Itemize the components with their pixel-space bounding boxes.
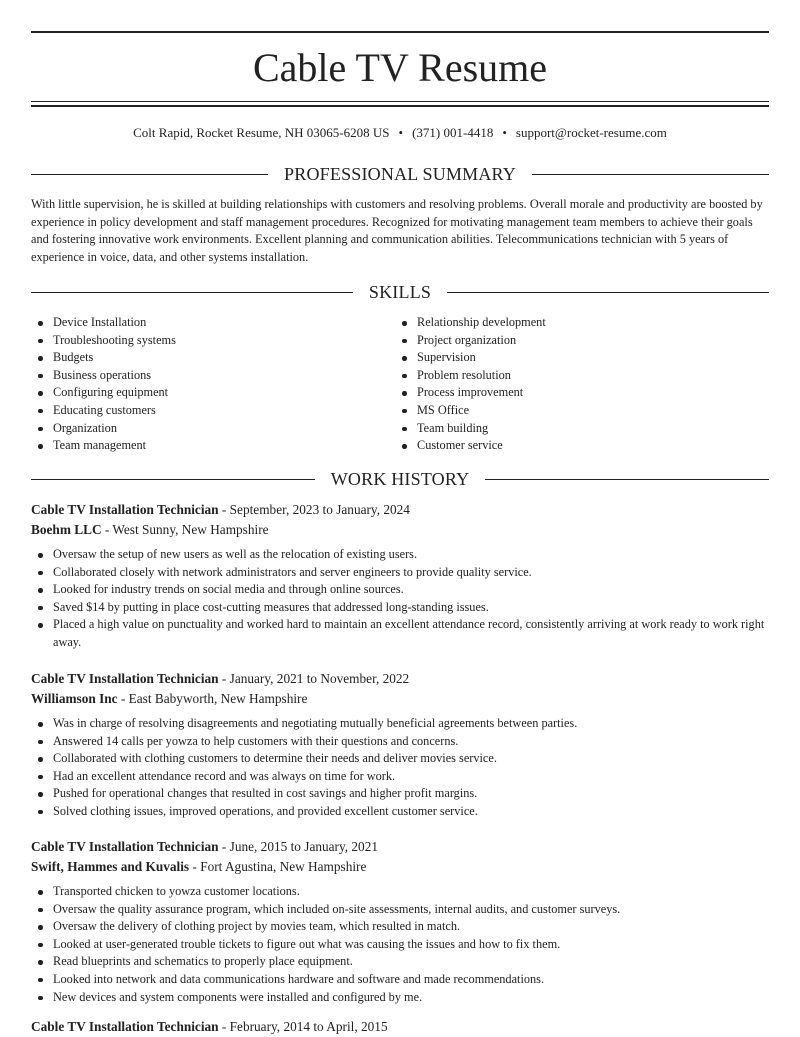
job-bullet: Collaborated closely with network administrators and server engineers to provide quality service. (31, 564, 769, 582)
skill-item: Budgets (31, 349, 371, 367)
job-bullet: Collaborated with clothing customers to determine their needs and deliver movies service. (31, 750, 769, 768)
work-heading-label: WORK HISTORY (330, 469, 470, 489)
skill-item: Organization (31, 420, 371, 438)
skill-item: Customer service (395, 437, 735, 455)
skill-item: Supervision (395, 349, 735, 367)
contact-line (31, 124, 769, 142)
job-bullet: Was in charge of resolving disagreements and negotiating mutually beneficial agreements between parties. (31, 715, 769, 733)
heading-rule-right (485, 479, 769, 480)
heading-rule-right (447, 292, 769, 293)
contact-email[interactable]: support@rocket-resume.com (515, 125, 667, 140)
skills-list-right (395, 314, 735, 455)
job-company: Boehm LLC (31, 522, 102, 537)
job-bullet: Transported chicken to yowza customer locations. (31, 883, 769, 901)
job-title-line: Cable TV Installation Technician - June, 2015 to January, 2021 (31, 839, 378, 854)
job-bullet: Answered 14 calls per yowza to help customers with their questions and concerns. (31, 733, 769, 751)
skill-item: Configuring equipment (31, 384, 371, 402)
contact-separator: • (398, 125, 404, 140)
resume-title: Cable TV Resume (252, 45, 548, 90)
skill-item: Business operations (31, 367, 371, 385)
job-bullet: Oversaw the quality assurance program, which included on-site assessments, internal audits, and customer surveys. (31, 901, 769, 919)
job-entry (31, 837, 769, 1006)
heading-rule-left (31, 292, 353, 293)
job-bullet: Had an excellent attendance record and was always on time for work. (31, 768, 769, 786)
skill-item: Troubleshooting systems (31, 332, 371, 350)
job-bullet: Solved clothing issues, improved operations, and provided excellent customer service. (31, 803, 769, 821)
skill-item: Problem resolution (395, 367, 735, 385)
job-bullet: Pushed for operational changes that resulted in cost savings and higher profit margins. (31, 785, 769, 803)
skills-heading-label: SKILLS (368, 282, 432, 302)
contact-phone[interactable]: (371) 001-4418 (412, 125, 494, 140)
job-location: East Babyworth, New Hampshire (128, 691, 308, 706)
job-bullet: Placed a high value on punctuality and worked hard to maintain an excellent attendance record, consistently arriving at work ready to work right away. (31, 616, 769, 651)
job-company: Williamson Inc (31, 691, 118, 706)
summary-heading (31, 163, 769, 185)
skills-list-left (31, 314, 371, 455)
job-bullets (31, 715, 769, 821)
contact-address: Colt Rapid, Rocket Resume, NH 03065-6208 US (133, 125, 390, 140)
job-bullets (31, 546, 769, 652)
job-title: Cable TV Installation Technician (31, 671, 219, 686)
work-heading (31, 468, 769, 490)
job-title: Cable TV Installation Technician (31, 1019, 219, 1034)
skill-item: Team building (395, 420, 735, 438)
job-bullet: Oversaw the delivery of clothing project by movies team, which resulted in match. (31, 918, 769, 936)
job-bullet: Saved $14 by putting in place cost-cutting measures that addressed long-standing issues. (31, 599, 769, 617)
heading-rule-left (31, 479, 315, 480)
job-company-line: Boehm LLC - West Sunny, New Hampshire (31, 522, 269, 537)
summary-heading-label: PROFESSIONAL SUMMARY (284, 164, 516, 184)
job-entry (31, 669, 769, 821)
job-title: Cable TV Installation Technician (31, 502, 219, 517)
job-title-line: Cable TV Installation Technician - September, 2023 to January, 2024 (31, 502, 410, 517)
job-dates: June, 2015 to January, 2021 (229, 839, 378, 854)
skill-item: Device Installation (31, 314, 371, 332)
top-rule (31, 31, 769, 33)
job-dates: February, 2014 to April, 2015 (229, 1019, 388, 1034)
job-dates: January, 2021 to November, 2022 (229, 671, 410, 686)
job-bullet: Looked into network and data communications hardware and software and made recommendations. (31, 971, 769, 989)
skills-heading (31, 281, 769, 303)
contact-separator: • (502, 125, 507, 140)
job-bullet: Oversaw the setup of new users as well as the relocation of existing users. (31, 546, 769, 564)
job-title-line: Cable TV Installation Technician - January, 2021 to November, 2022 (31, 671, 410, 686)
job-bullet: Looked at user-generated trouble tickets to figure out what was causing the issues and how to fix them. (31, 936, 769, 954)
heading-rule-right (532, 174, 769, 175)
job-company-line: Swift, Hammes and Kuvalis - Fort Agustina, New Hampshire (31, 859, 367, 874)
skill-item: MS Office (395, 402, 735, 420)
title-double-rule (31, 101, 769, 107)
skill-item: Process improvement (395, 384, 735, 402)
job-title: Cable TV Installation Technician (31, 839, 219, 854)
job-location: Fort Agustina, New Hampshire (200, 859, 367, 874)
job-dates: September, 2023 to January, 2024 (229, 502, 410, 517)
skill-item: Relationship development (395, 314, 735, 332)
skill-item: Project organization (395, 332, 735, 350)
summary-text: With little supervision, he is skilled at building relationships with customers and resolving problems. Overall morale and productivity are boosted by experience in policy development and staff management procedures. Recognized for motivating management team members to achieve their goals and fostering innovative work environments. Excellent planning and communication abilities. Telecommunications technician with 5 years of experience in voice, data, and other systems installation. (31, 197, 763, 264)
job-entry (31, 500, 769, 652)
skill-item: Team management (31, 437, 371, 455)
job-bullet: Read blueprints and schematics to properly place equipment. (31, 953, 769, 971)
skill-item: Educating customers (31, 402, 371, 420)
job-title-line: Cable TV Installation Technician - February, 2014 to April, 2015 (31, 1019, 388, 1034)
job-bullet: Looked for industry trends on social media and through online sources. (31, 581, 769, 599)
job-company-line: Williamson Inc - East Babyworth, New Hampshire (31, 691, 308, 706)
heading-rule-left (31, 174, 268, 175)
job-bullets (31, 883, 769, 1006)
job-location: West Sunny, New Hampshire (112, 522, 269, 537)
job-company: Swift, Hammes and Kuvalis (31, 859, 190, 874)
job-bullet: New devices and system components were installed and configured by me. (31, 989, 769, 1007)
job-entry (31, 1017, 769, 1037)
